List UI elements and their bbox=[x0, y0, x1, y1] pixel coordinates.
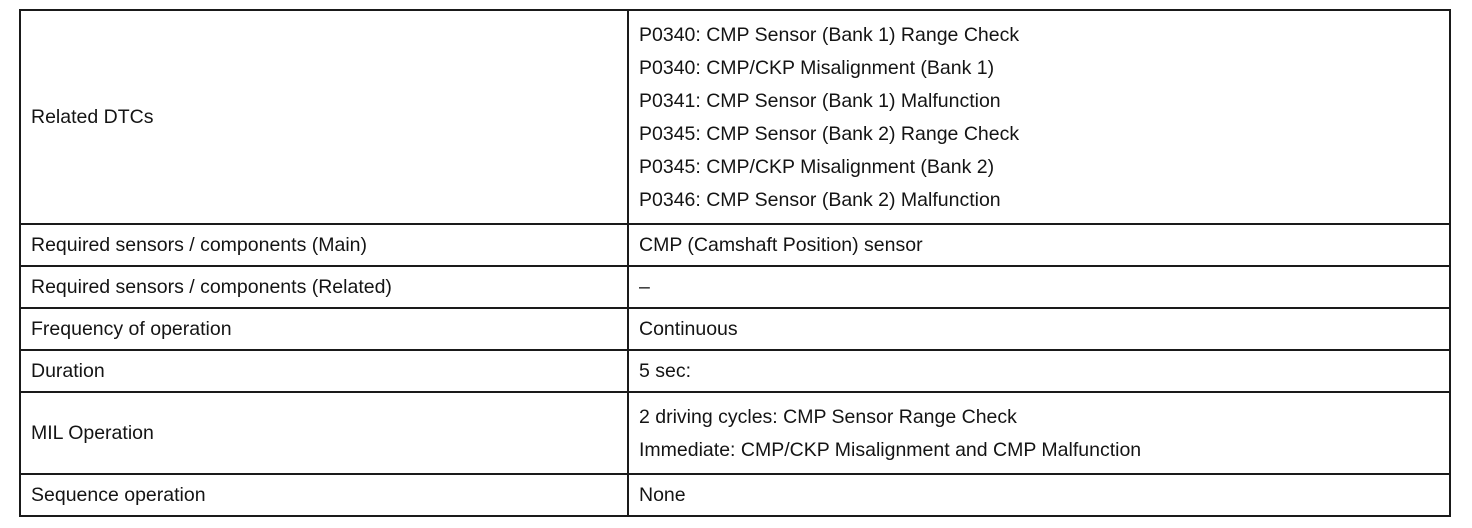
row-label: Required sensors / components (Related) bbox=[20, 266, 628, 308]
table-row-mil-operation bbox=[20, 392, 1450, 474]
row-label: Related DTCs bbox=[20, 10, 628, 224]
dtc-item: P0345: CMP Sensor (Bank 2) Range Check bbox=[639, 123, 1020, 145]
row-label: Required sensors / components (Main) bbox=[20, 224, 628, 266]
dtc-item: P0346: CMP Sensor (Bank 2) Malfunction bbox=[639, 189, 1001, 211]
table-row-duration bbox=[20, 350, 1450, 392]
table-row-sensors-related bbox=[20, 266, 1450, 308]
row-value-dtc-list bbox=[628, 10, 1450, 224]
row-value: – bbox=[628, 266, 1450, 308]
table-body bbox=[20, 10, 1450, 516]
row-label: Duration bbox=[20, 350, 628, 392]
row-label: MIL Operation bbox=[20, 392, 628, 474]
mil-item: 2 driving cycles: CMP Sensor Range Check bbox=[639, 406, 1017, 428]
table-row-frequency bbox=[20, 308, 1450, 350]
row-label: Frequency of operation bbox=[20, 308, 628, 350]
table-row-sequence-operation bbox=[20, 474, 1450, 516]
dtc-item: P0340: CMP Sensor (Bank 1) Range Check bbox=[639, 24, 1020, 46]
dtc-item: P0345: CMP/CKP Misalignment (Bank 2) bbox=[639, 156, 995, 178]
table-row-related-dtcs bbox=[20, 10, 1450, 224]
row-value: 5 sec: bbox=[628, 350, 1450, 392]
row-value: Continuous bbox=[628, 308, 1450, 350]
mil-item: Immediate: CMP/CKP Misalignment and CMP Malfunction bbox=[639, 439, 1142, 461]
row-value: CMP (Camshaft Position) sensor bbox=[628, 224, 1450, 266]
row-value-mil-list bbox=[628, 392, 1450, 474]
dtc-item: P0341: CMP Sensor (Bank 1) Malfunction bbox=[639, 90, 1001, 112]
monitor-spec-table bbox=[19, 9, 1451, 517]
row-label: Sequence operation bbox=[20, 474, 628, 516]
table-row-sensors-main bbox=[20, 224, 1450, 266]
dtc-item: P0340: CMP/CKP Misalignment (Bank 1) bbox=[639, 57, 995, 79]
row-value: None bbox=[628, 474, 1450, 516]
